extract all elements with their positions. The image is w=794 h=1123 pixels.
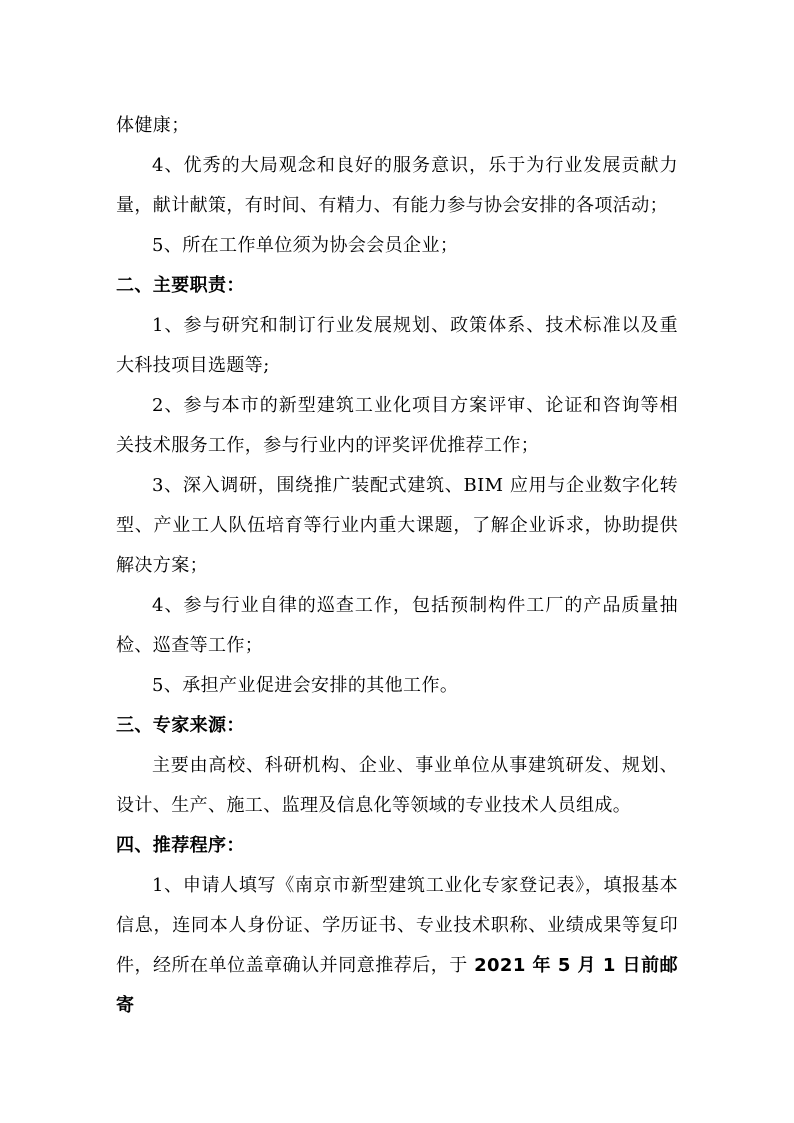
heading-expert-sources: 三、专家来源：	[116, 715, 245, 736]
paragraph-duty-1: 1、参与研究和制订行业发展规划、政策体系、技术标准以及重大科技项目选题等;	[116, 315, 678, 376]
paragraph-expert-sources: 主要由高校、科研机构、企业、事业单位从事建筑研发、规划、设计、生产、施工、监理及信息化等领域的专业技术人员组成。	[116, 755, 678, 816]
procedure-1-deadline: 2021 年 5 月 1 日前邮寄	[116, 955, 678, 1016]
paragraph-duty-4: 4、参与行业自律的巡查工作，包括预制构件工厂的产品质量抽检、巡查等工作；	[116, 595, 678, 656]
heading-main-duties: 二、主要职责：	[116, 275, 245, 296]
heading-recommendation-procedure: 四、推荐程序：	[116, 835, 245, 856]
paragraph-health: 体健康；	[116, 115, 190, 136]
paragraph-duty-5: 5、承担产业促进会安排的其他工作。	[152, 675, 459, 696]
paragraph-requirement-4: 4、优秀的大局观念和良好的服务意识，乐于为行业发展贡献力量，献计献策，有时间、有精力、有能力参与协会安排的各项活动；	[116, 155, 678, 216]
paragraph-duty-2: 2、参与本市的新型建筑工业化项目方案评审、论证和咨询等相关技术服务工作，参与行业内的评奖评优推荐工作；	[116, 395, 678, 456]
paragraph-procedure-1	[116, 866, 678, 1026]
paragraph-duty-3: 3、深入调研，围绕推广装配式建筑、BIM 应用与企业数字化转型、产业工人队伍培育等行业内重大课题，了解企业诉求，协助提供解决方案；	[116, 475, 678, 576]
procedure-1-text: 1、申请人填写《南京市新型建筑工业化专家登记表》，填报基本信息，连同本人身份证、学历证书、专业技术职称、业绩成果等复印件，经所在单位盖章确认并同意推荐后，于	[116, 875, 678, 976]
paragraph-requirement-5: 5、所在工作单位须为协会会员企业；	[152, 235, 459, 256]
